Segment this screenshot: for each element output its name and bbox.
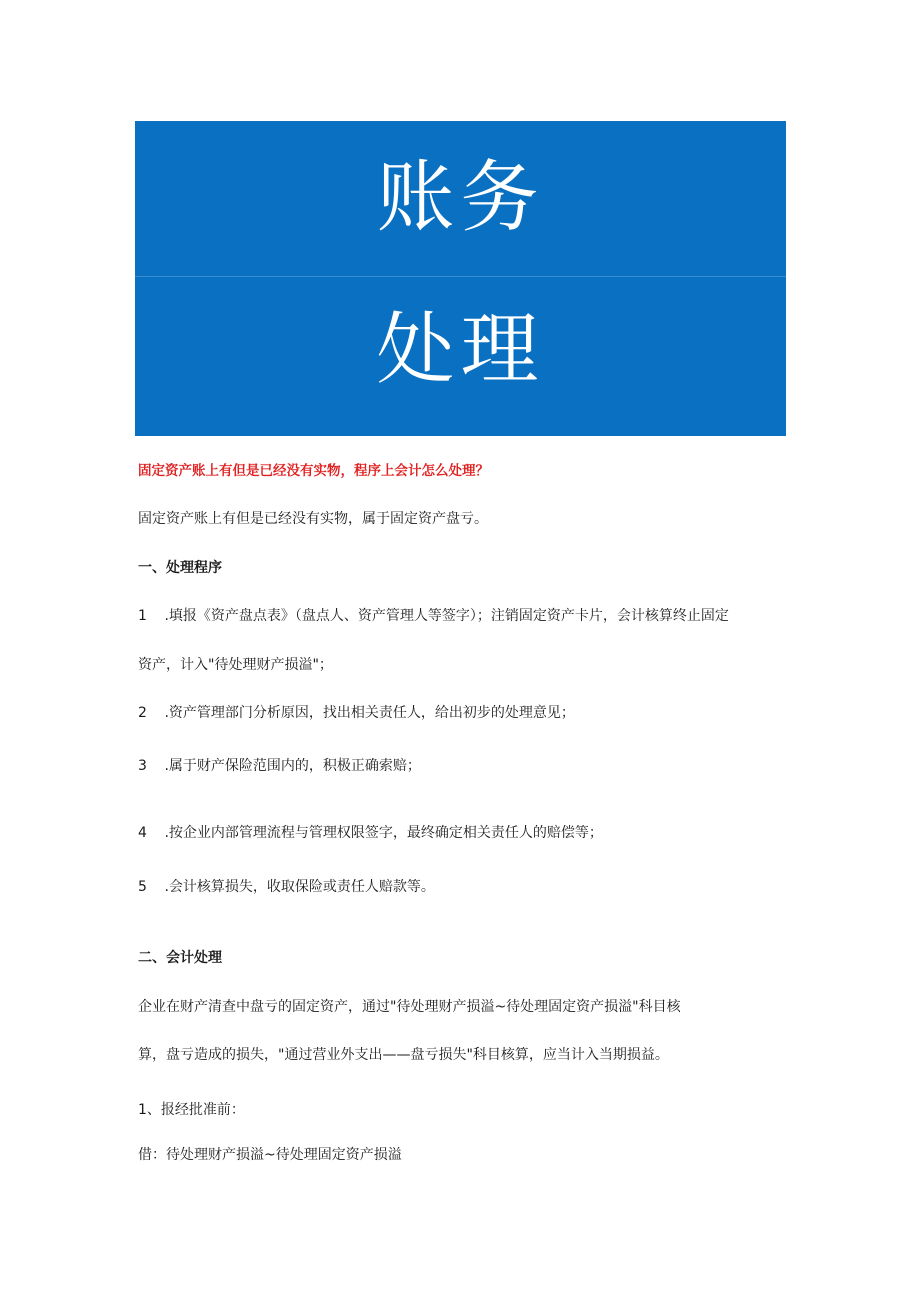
item-number: 4: [138, 825, 147, 841]
item-text: .填报《资产盘点表》（盘点人、资产管理人等签字）；注销固定资产卡片，会计核算终止固定: [164, 608, 729, 624]
accounting-paragraph-line2: 算，盘亏造成的损失，"通过营业外支出——盘亏损失"科目核算，应当计入当期损益。: [138, 1047, 669, 1063]
item-text: .资产管理部门分析原因，找出相关责任人，给出初步的处理意见；: [164, 705, 575, 721]
item-number: 2: [138, 705, 147, 721]
section2-heading: 二、会计处理: [138, 950, 222, 966]
procedure-item-4: [138, 825, 603, 842]
banner-divider: [135, 276, 786, 277]
item-number: 1: [138, 608, 147, 624]
item-number: 5: [138, 879, 147, 895]
item-text: .会计核算损失，收取保险或责任人赔款等。: [164, 879, 435, 895]
intro-paragraph: 固定资产账上有但是已经没有实物，属于固定资产盘亏。: [138, 511, 488, 527]
item-text: .按企业内部管理流程与管理权限签字，最终确定相关责任人的赔偿等；: [164, 825, 603, 841]
procedure-item-1-continued: 资产，计入"待处理财产损溢"；: [138, 657, 333, 673]
item-number: 3: [138, 758, 147, 774]
procedure-item-2: [138, 705, 575, 722]
banner-title-line2: 处理: [376, 305, 545, 395]
procedure-item-3: [138, 758, 421, 775]
question-heading: 固定资产账上有但是已经没有实物，程序上会计怎么处理？: [138, 463, 489, 479]
banner-title-line1: 账务: [376, 153, 545, 243]
title-banner: [135, 121, 786, 436]
accounting-paragraph-line1: 企业在财产清查中盘亏的固定资产，通过"待处理财产损溢~待处理固定资产损溢"科目核: [138, 999, 681, 1015]
journal-entry-debit: 借：待处理财产损溢~待处理固定资产损溢: [138, 1147, 402, 1163]
step-before-approval: 1、报经批准前：: [138, 1102, 245, 1118]
section1-heading: 一、处理程序: [138, 560, 222, 576]
item-text: .属于财产保险范围内的，积极正确索赔；: [164, 758, 421, 774]
procedure-item-1: [138, 608, 729, 625]
procedure-item-5: [138, 879, 435, 896]
